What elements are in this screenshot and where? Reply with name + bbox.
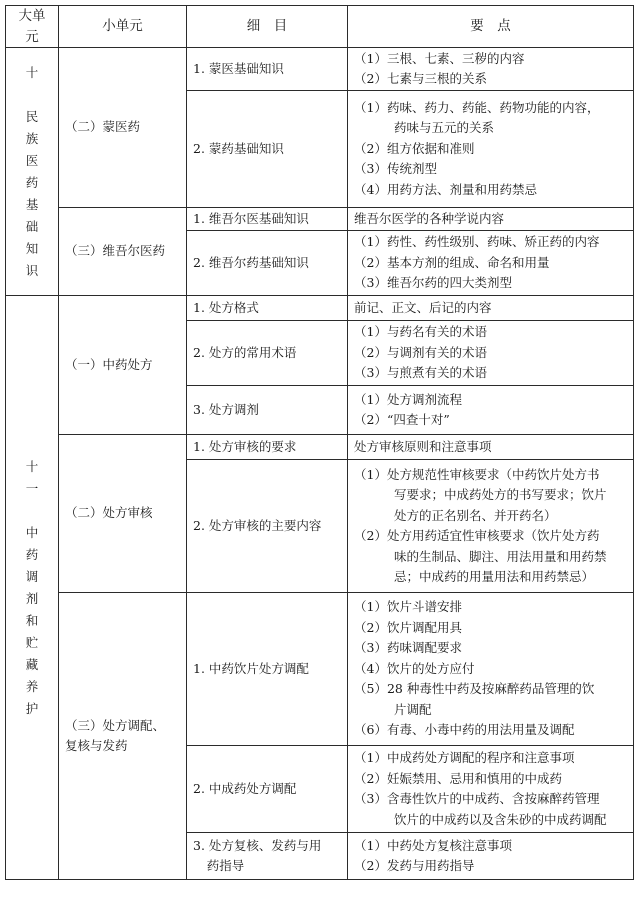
points-cell: 维吾尔医学的各种学说内容 (348, 208, 634, 231)
syllabus-table (5, 5, 634, 880)
header-subunit: 小单元 (59, 6, 187, 48)
item-cell: 1. 处方格式 (187, 296, 348, 321)
points-cell: （1）与药名有关的术语 （2）与调剂有关的术语 （3）与煎煮有关的术语 (348, 321, 634, 386)
subunit-cell: （二）蒙医药 (59, 48, 187, 208)
unit-title: 十 一 中 药 调 剂 和 贮 藏 养 护 (25, 458, 39, 716)
subunit-cell: （三）维吾尔医药 (59, 208, 187, 296)
table-row (6, 48, 634, 91)
points-cell: （1）饮片斗谱安排 （2）饮片调配用具 （3）药味调配要求 （4）饮片的处方应付 （5）28 种毒性中药及按麻醉药品管理的饮 片调配 （6）有毒、小毒中药的用法用量及调配 (348, 593, 634, 746)
points-cell: （1）处方规范性审核要求（中药饮片处方书 写要求；中成药处方的书写要求；饮片 处方的正名别名、并开药名） （2）处方用药适宜性审核要求（饮片处方药 味的生制品、脚注、用法用量和用药禁 忌；中成药的用量用法和用药禁忌） (348, 460, 634, 593)
item-cell: 1. 中药饮片处方调配 (187, 593, 348, 746)
item-cell: 1. 维吾尔医基础知识 (187, 208, 348, 231)
points-cell: （1）中药处方复核注意事项 （2）发药与用药指导 (348, 833, 634, 880)
item-cell: 2. 蒙药基础知识 (187, 91, 348, 208)
points-cell: （1）三根、七素、三秽的内容 （2）七素与三根的关系 (348, 48, 634, 91)
header-unit: 大单元 (6, 6, 59, 48)
item-cell: 3. 处方调剂 (187, 386, 348, 435)
unit-cell (6, 48, 59, 296)
subunit-cell: （二）处方审核 (59, 435, 187, 593)
table-row (6, 296, 634, 321)
item-cell: 3. 处方复核、发药与用 药指导 (187, 833, 348, 880)
points-cell: （1）药味、药力、药能、药物功能的内容， 药味与五元的关系 （2）组方依据和准则 （3）传统剂型 （4）用药方法、剂量和用药禁忌 (348, 91, 634, 208)
points-cell: 前记、正文、后记的内容 (348, 296, 634, 321)
subunit-cell: （一）中药处方 (59, 296, 187, 435)
header-item: 细 目 (187, 6, 348, 48)
points-cell: （1）药性、药性级别、药味、矫正药的内容 （2）基本方剂的组成、命名和用量 （3）维吾尔药的四大类剂型 (348, 231, 634, 296)
points-cell: 处方审核原则和注意事项 (348, 435, 634, 460)
item-cell: 1. 处方审核的要求 (187, 435, 348, 460)
table-row (6, 593, 634, 746)
item-cell: 2. 中成药处方调配 (187, 746, 348, 833)
points-cell: （1）中成药处方调配的程序和注意事项 （2）妊娠禁用、忌用和慎用的中成药 （3）含毒性饮片的中成药、含按麻醉药管理 饮片的中成药以及含朱砂的中成药调配 (348, 746, 634, 833)
item-cell: 2. 维吾尔药基础知识 (187, 231, 348, 296)
points-cell: （1）处方调剂流程 （2）“四查十对” (348, 386, 634, 435)
header-points: 要 点 (348, 6, 634, 48)
item-cell: 2. 处方审核的主要内容 (187, 460, 348, 593)
subunit-cell: （三）处方调配、 复核与发药 (59, 593, 187, 880)
item-cell: 2. 处方的常用术语 (187, 321, 348, 386)
unit-cell (6, 296, 59, 880)
table-row (6, 435, 634, 460)
unit-title: 十 民 族 医 药 基 础 知 识 (25, 64, 39, 278)
item-cell: 1. 蒙医基础知识 (187, 48, 348, 91)
table-row (6, 208, 634, 231)
header-row (6, 6, 634, 48)
